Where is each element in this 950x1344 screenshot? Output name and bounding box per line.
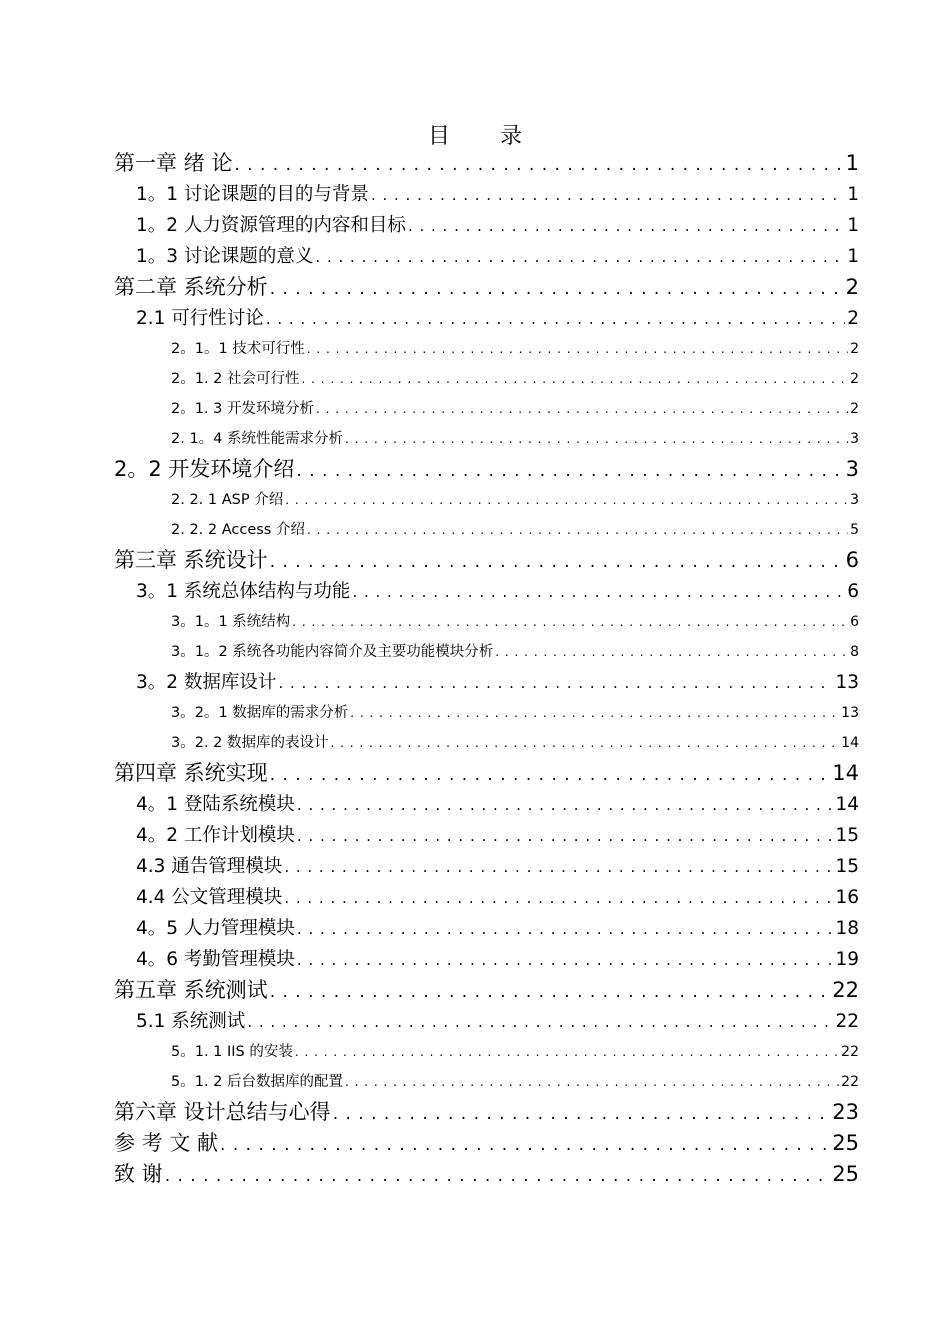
toc-entry-label: 3。1。2 系统各功能内容简介及主要功能模块分析 xyxy=(171,644,494,660)
toc-entry-page-number: 22 xyxy=(832,978,859,1002)
toc-entry-label: 2。1. 3 开发环境分析 xyxy=(171,401,315,417)
toc-entry-page-number: 22 xyxy=(841,1044,859,1060)
toc-entry-label: 3。1。1 系统结构 xyxy=(171,614,291,630)
toc-entry-label: 1。1 讨论课题的目的与背景 xyxy=(136,184,369,205)
toc-entry[interactable] xyxy=(114,1006,859,1037)
dot-leader xyxy=(352,577,845,607)
dot-leader xyxy=(295,1037,839,1067)
toc-entry[interactable] xyxy=(114,179,859,210)
dot-leader xyxy=(297,821,834,851)
dot-leader xyxy=(331,728,840,758)
toc-entry-label: 5。1. 1 IIS 的安装 xyxy=(171,1044,293,1060)
toc-entry-label: 第一章 绪 论 xyxy=(114,151,233,175)
dot-leader xyxy=(345,1067,839,1097)
toc-entry-page-number: 6 xyxy=(847,581,859,602)
toc-entry-label: 1。2 人力资源管理的内容和目标 xyxy=(136,215,406,236)
toc-entry-label: 第三章 系统设计 xyxy=(114,548,268,572)
toc-entry-page-number: 22 xyxy=(835,1011,859,1032)
toc-entry[interactable] xyxy=(114,303,859,334)
toc-entry[interactable] xyxy=(114,576,859,607)
toc-entry-page-number: 13 xyxy=(835,672,859,693)
toc-entry[interactable] xyxy=(114,789,859,820)
dot-leader xyxy=(284,883,833,913)
toc-entry-page-number: 14 xyxy=(832,761,859,785)
dot-leader xyxy=(371,180,845,210)
toc-entry-label: 1。3 讨论课题的意义 xyxy=(136,246,314,267)
toc-entry-page-number: 14 xyxy=(841,735,859,751)
toc-entry[interactable] xyxy=(114,698,859,728)
dot-leader xyxy=(270,760,831,789)
toc-entry-page-number: 15 xyxy=(835,856,859,877)
dot-leader xyxy=(296,456,843,485)
table-of-contents xyxy=(114,148,859,1190)
toc-entry-page-number: 6 xyxy=(845,548,859,572)
dot-leader xyxy=(333,1099,831,1128)
toc-entry[interactable] xyxy=(114,1097,859,1128)
toc-entry[interactable] xyxy=(114,1067,859,1097)
dot-leader xyxy=(408,211,845,241)
toc-entry-label: 参 考 文 献 xyxy=(114,1131,219,1155)
dot-leader xyxy=(284,852,833,882)
toc-entry-page-number: 2 xyxy=(850,371,859,387)
dot-leader xyxy=(292,607,848,637)
toc-entry-page-number: 14 xyxy=(835,794,859,815)
toc-entry-label: 2. 2. 1 ASP 介绍 xyxy=(171,492,284,508)
toc-entry-page-number: 18 xyxy=(835,918,859,939)
dot-leader xyxy=(297,914,834,944)
dot-leader xyxy=(270,547,844,576)
toc-entry[interactable] xyxy=(114,607,859,637)
toc-entry[interactable] xyxy=(114,364,859,394)
toc-entry[interactable] xyxy=(114,515,859,545)
toc-entry-page-number: 3 xyxy=(845,457,859,481)
toc-entry-label: 4。2 工作计划模块 xyxy=(136,825,295,846)
toc-entry[interactable] xyxy=(114,758,859,789)
dot-leader xyxy=(165,1161,831,1190)
toc-entry[interactable] xyxy=(114,882,859,913)
dot-leader xyxy=(350,698,839,728)
toc-entry-label: 2。2 开发环境介绍 xyxy=(114,457,295,481)
toc-entry-page-number: 1 xyxy=(845,151,859,175)
page-title: 目 录 xyxy=(427,124,536,149)
toc-entry-page-number: 3 xyxy=(850,431,859,447)
toc-entry-page-number: 1 xyxy=(847,246,859,267)
toc-entry-page-number: 25 xyxy=(832,1162,859,1186)
toc-entry-page-number: 2 xyxy=(847,308,859,329)
toc-entry-page-number: 2 xyxy=(850,341,859,357)
toc-entry-page-number: 3 xyxy=(850,492,859,508)
toc-entry[interactable] xyxy=(114,394,859,424)
dot-leader xyxy=(315,242,845,272)
toc-entry-page-number: 13 xyxy=(841,705,859,721)
toc-entry[interactable] xyxy=(114,454,859,485)
dot-leader xyxy=(285,485,848,515)
toc-entry-label: 2. 1。4 系统性能需求分析 xyxy=(171,431,344,447)
toc-entry[interactable] xyxy=(114,485,859,515)
dot-leader xyxy=(495,637,848,667)
toc-entry-page-number: 5 xyxy=(850,522,859,538)
toc-entry-page-number: 1 xyxy=(847,215,859,236)
toc-entry[interactable] xyxy=(114,334,859,364)
toc-entry-label: 第五章 系统测试 xyxy=(114,978,268,1002)
toc-entry[interactable] xyxy=(114,148,859,179)
toc-entry-label: 3。2。1 数据库的需求分析 xyxy=(171,705,349,721)
toc-entry-page-number: 8 xyxy=(850,644,859,660)
toc-entry-page-number: 22 xyxy=(841,1074,859,1090)
toc-entry-label: 致 谢 xyxy=(114,1162,163,1186)
toc-entry-page-number: 25 xyxy=(832,1131,859,1155)
toc-entry-label: 4。5 人力管理模块 xyxy=(136,918,295,939)
toc-entry-label: 4。1 登陆系统模块 xyxy=(136,794,295,815)
toc-entry[interactable] xyxy=(114,545,859,576)
toc-entry[interactable] xyxy=(114,272,859,303)
toc-entry[interactable] xyxy=(114,913,859,944)
toc-entry[interactable] xyxy=(114,241,859,272)
toc-entry-page-number: 2 xyxy=(850,401,859,417)
toc-entry[interactable] xyxy=(114,1159,859,1190)
toc-entry[interactable] xyxy=(114,944,859,975)
dot-leader xyxy=(345,424,848,454)
toc-entry-label: 3。2. 2 数据库的表设计 xyxy=(171,735,329,751)
toc-entry-page-number: 6 xyxy=(850,614,859,630)
toc-entry-label: 2。1。1 技术可行性 xyxy=(171,341,305,357)
toc-entry-page-number: 19 xyxy=(835,949,859,970)
toc-entry[interactable] xyxy=(114,637,859,667)
toc-entry-label: 5。1. 2 后台数据库的配置 xyxy=(171,1074,344,1090)
toc-entry-label: 2. 2. 2 Access 介绍 xyxy=(171,522,305,538)
toc-entry-page-number: 1 xyxy=(847,184,859,205)
toc-entry[interactable] xyxy=(114,728,859,758)
toc-entry-label: 5.1 系统测试 xyxy=(136,1011,246,1032)
toc-entry-label: 4.4 公文管理模块 xyxy=(136,887,283,908)
toc-entry-label: 3。2 数据库设计 xyxy=(136,672,277,693)
toc-entry-page-number: 2 xyxy=(845,275,859,299)
toc-entry[interactable] xyxy=(114,1037,859,1067)
toc-entry-label: 3。1 系统总体结构与功能 xyxy=(136,581,351,602)
dot-leader xyxy=(247,1007,833,1037)
dot-leader xyxy=(266,304,845,334)
toc-entry-page-number: 16 xyxy=(835,887,859,908)
toc-entry[interactable] xyxy=(114,820,859,851)
toc-entry-label: 第六章 设计总结与心得 xyxy=(114,1100,331,1124)
dot-leader xyxy=(302,364,849,394)
dot-leader xyxy=(220,1130,830,1159)
toc-entry-label: 2。1. 2 社会可行性 xyxy=(171,371,300,387)
toc-entry[interactable] xyxy=(114,1128,859,1159)
toc-entry[interactable] xyxy=(114,975,859,1006)
toc-entry[interactable] xyxy=(114,424,859,454)
toc-entry-label: 4。6 考勤管理模块 xyxy=(136,949,295,970)
dot-leader xyxy=(270,274,844,303)
toc-entry[interactable] xyxy=(114,667,859,698)
toc-entry-page-number: 15 xyxy=(835,825,859,846)
dot-leader xyxy=(316,394,848,424)
dot-leader xyxy=(297,790,834,820)
dot-leader xyxy=(297,945,834,975)
dot-leader xyxy=(234,150,843,179)
dot-leader xyxy=(307,515,848,545)
toc-entry-page-number: 23 xyxy=(832,1100,859,1124)
toc-entry-label: 第二章 系统分析 xyxy=(114,275,268,299)
dot-leader xyxy=(307,334,848,364)
toc-entry[interactable] xyxy=(114,851,859,882)
toc-entry[interactable] xyxy=(114,210,859,241)
toc-entry-label: 4.3 通告管理模块 xyxy=(136,856,283,877)
dot-leader xyxy=(270,977,831,1006)
dot-leader xyxy=(278,668,833,698)
toc-entry-label: 第四章 系统实现 xyxy=(114,761,268,785)
toc-entry-label: 2.1 可行性讨论 xyxy=(136,308,264,329)
